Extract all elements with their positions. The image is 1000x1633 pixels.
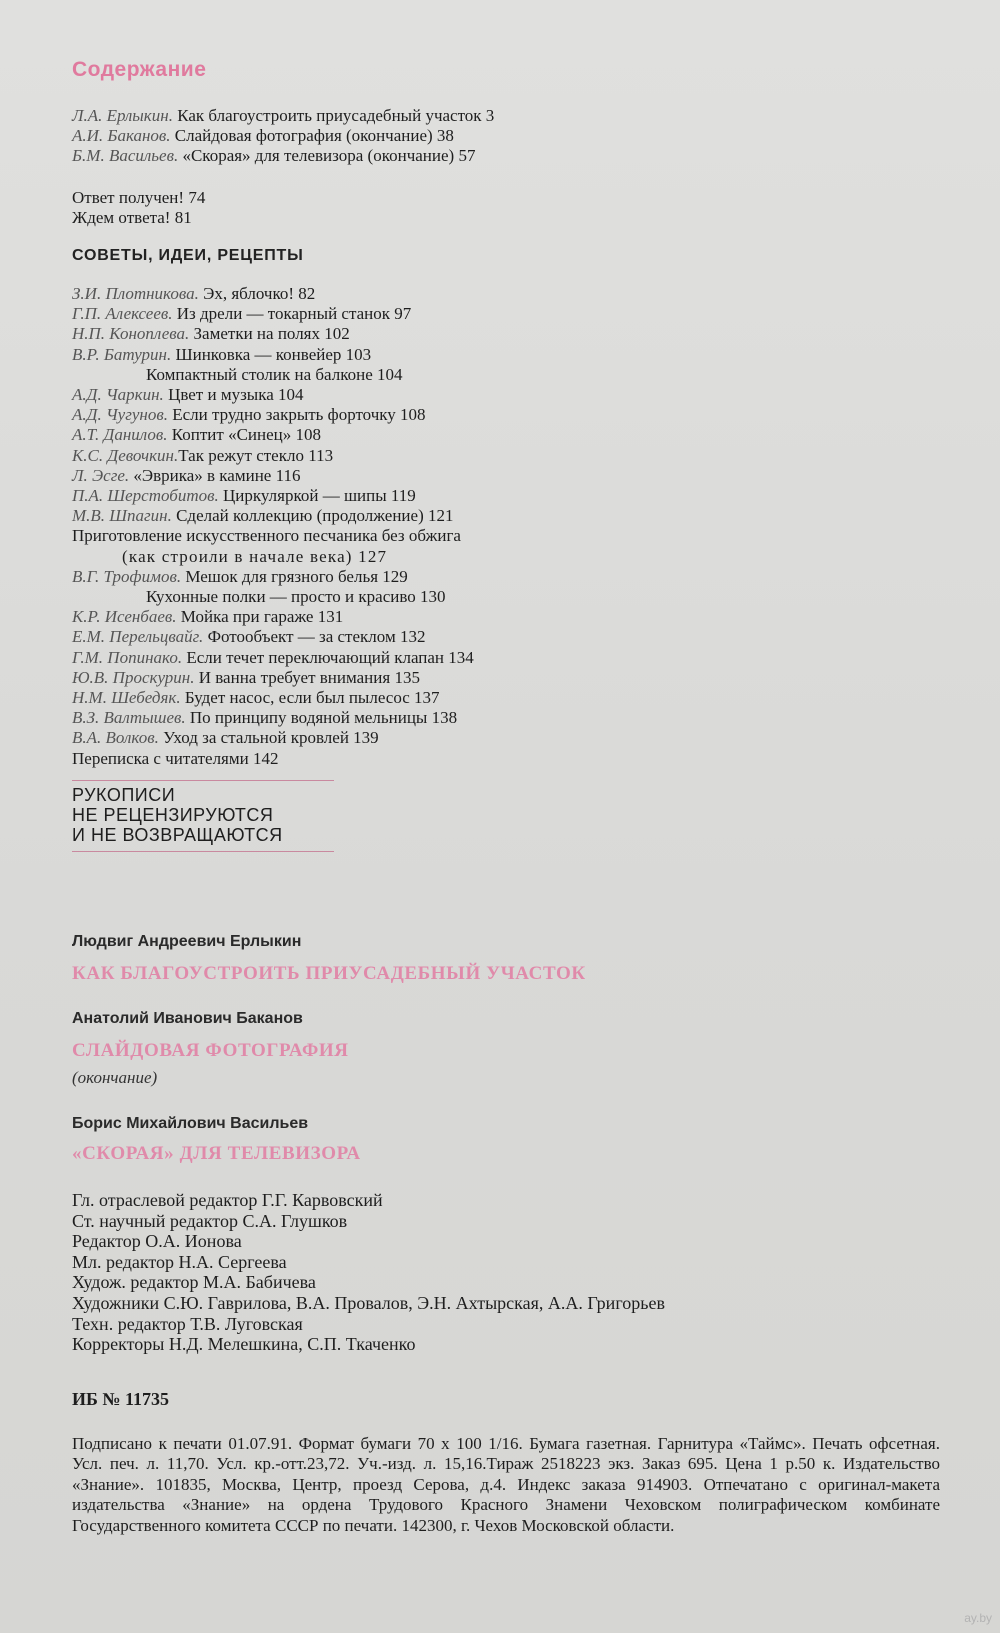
toc-entry: Ждем ответа! 81	[72, 208, 192, 228]
toc-entry: К.Р. Исенбаев. Мойка при гараже 131	[72, 607, 344, 627]
toc-entry: Г.П. Алексеев. Из дрели — токарный станок 97	[72, 304, 412, 324]
toc-entry: П.А. Шерстобитов. Циркуляркой — шипы 119	[72, 486, 416, 506]
toc-entry: Л. Эсге. «Эврика» в камине 116	[72, 465, 301, 485]
main-articles-list	[72, 106, 494, 167]
staff-line: Корректоры Н.Д. Мелешкина, С.П. Ткаченко	[72, 1334, 416, 1355]
credit-title: СЛАЙДОВАЯ ФОТОГРАФИЯ	[72, 1040, 349, 1061]
toc-entry: Б.М. Васильев. «Скорая» для телевизора (окончание) 57	[72, 146, 476, 166]
toc-entry: Приготовление искусственного песчаника без обжига	[72, 526, 461, 546]
notice-text: РУКОПИСИ НЕ РЕЦЕНЗИРУЮТСЯ И НЕ ВОЗВРАЩАЮТСЯ	[72, 785, 283, 845]
toc-entry: Е.М. Перельцвайг. Фотообъект — за стеклом 132	[72, 627, 426, 647]
toc-entry: Ответ получен! 74	[72, 188, 206, 207]
toc-entry: (как строили в начале века) 127	[122, 546, 388, 566]
tips-heading: СОВЕТЫ, ИДЕИ, РЕЦЕПТЫ	[72, 247, 304, 264]
contents-title: Содержание	[72, 58, 207, 81]
toc-entry: В.А. Волков. Уход за стальной кровлей 139	[72, 728, 379, 748]
credit-author: Борис Михайлович Васильев	[72, 1115, 309, 1132]
credit-author: Анатолий Иванович Баканов	[72, 1010, 303, 1027]
toc-entry: Л.А. Ерлыкин. Как благоустроить приусадебный участок 3	[72, 106, 495, 125]
tips-list	[72, 284, 474, 769]
imprint-text: Подписано к печати 01.07.91. Формат бумаги 70 x 100 1/16. Бумага газетная. Гарнитура «Таймс». Печать офсетная. Усл. печ. л. 11,70. Усл. кр.-отт.23,72. Уч.-изд. л. 15,16.Тираж 2518223 экз. Заказ 695. Цена 1 р.50 к. Издательство «Знание». 101835, Москва, Центр, проезд Серова, д.4. Индекс заказа 914903. Отпечатано с оригинал-макета издательства «Знание» на ордена Трудового Красного Знамени Чеховском полиграфическом комбинате Государственного комитета СССР по печати. 142300, г. Чехов Московской области.	[72, 1434, 940, 1535]
toc-entry: А.Д. Чугунов. Если трудно закрыть форточку 108	[72, 405, 426, 425]
staff-list	[72, 1190, 665, 1355]
watermark: ay.by	[964, 1611, 992, 1625]
staff-line: Художники С.Ю. Гаврилова, В.А. Провалов, Э.Н. Ахтырская, А.А. Григорьев	[72, 1292, 665, 1313]
staff-line: Мл. редактор Н.А. Сергеева	[72, 1251, 287, 1272]
divider	[72, 851, 334, 852]
staff-line: Худож. редактор М.А. Бабичева	[72, 1272, 316, 1293]
toc-entry: Н.П. Коноплева. Заметки на полях 102	[72, 324, 350, 344]
toc-entry: А.Т. Данилов. Коптит «Синец» 108	[72, 425, 322, 445]
manuscripts-notice	[72, 780, 332, 852]
toc-entry: Переписка с читателями 142	[72, 748, 279, 768]
credit-author: Людвиг Андреевич Ерлыкин	[72, 933, 302, 950]
credit-title: «СКОРАЯ» ДЛЯ ТЕЛЕВИЗОРА	[72, 1143, 361, 1164]
toc-entry: К.С. Девочкин.Так режут стекло 113	[72, 445, 334, 465]
toc-entry: В.Г. Трофимов. Мешок для грязного белья 129	[72, 566, 408, 586]
ib-number: ИБ № 11735	[72, 1389, 169, 1409]
toc-entry: Кухонные полки — просто и красиво 130	[146, 587, 446, 607]
staff-line: Техн. редактор Т.В. Луговская	[72, 1313, 303, 1334]
staff-line: Гл. отраслевой редактор Г.Г. Карвовский	[72, 1190, 383, 1210]
credit-subtitle: (окончание)	[72, 1068, 158, 1087]
toc-entry: А.И. Баканов. Слайдовая фотография (окончание) 38	[72, 126, 454, 146]
toc-entry: А.Д. Чаркин. Цвет и музыка 104	[72, 385, 304, 405]
toc-entry: З.И. Плотникова. Эх, яблочко! 82	[72, 284, 316, 303]
toc-entry: Ю.В. Проскурин. И ванна требует внимания 135	[72, 667, 420, 687]
toc-entry: Н.М. Шебедяк. Будет насос, если был пылесос 137	[72, 688, 440, 708]
toc-entry: Г.М. Попинако. Если течет переключающий клапан 134	[72, 647, 474, 667]
credit-title: КАК БЛАГОУСТРОИТЬ ПРИУСАДЕБНЫЙ УЧАСТОК	[72, 963, 586, 984]
staff-line: Ст. научный редактор С.А. Глушков	[72, 1210, 348, 1231]
reader-section	[72, 188, 205, 228]
toc-entry: В.Р. Батурин. Шинковка — конвейер 103	[72, 344, 372, 364]
staff-line: Редактор О.А. Ионова	[72, 1231, 242, 1252]
toc-entry: В.З. Валтышев. По принципу водяной мельницы 138	[72, 708, 458, 728]
toc-entry: М.В. Шпагин. Сделай коллекцию (продолжение) 121	[72, 506, 454, 526]
toc-entry: Компактный столик на балконе 104	[146, 364, 403, 384]
